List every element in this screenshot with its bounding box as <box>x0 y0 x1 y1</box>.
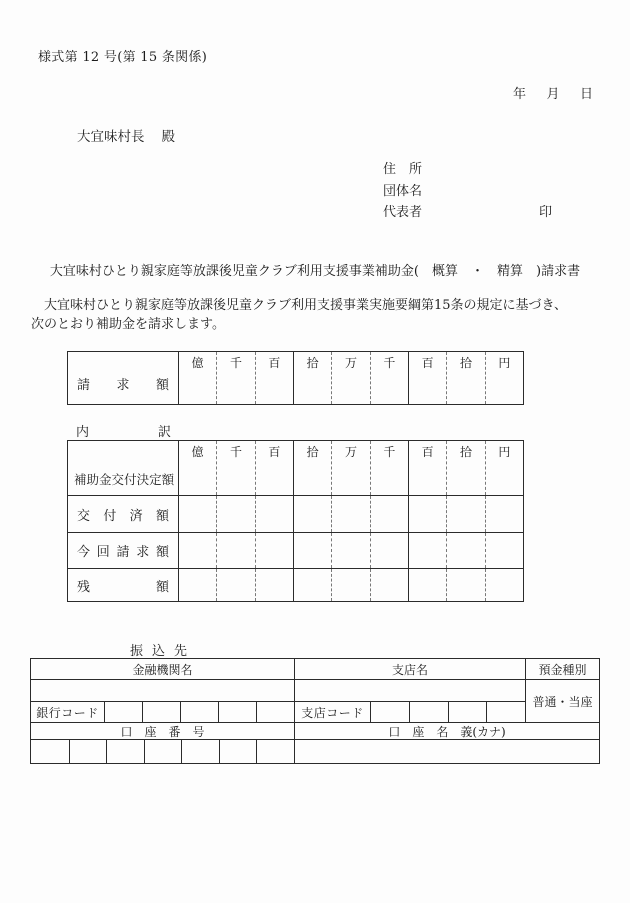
branch-code-box <box>370 702 409 722</box>
account-number-box <box>181 740 219 763</box>
deposit-type-value: 普通・当座 <box>525 680 599 722</box>
breakdown-row-decided-amount <box>68 441 523 495</box>
transfer-name-and-code-rows <box>31 679 599 722</box>
digit-cell <box>216 496 254 532</box>
digit-cell-sen <box>216 352 254 404</box>
digit-header: 千 <box>383 356 396 370</box>
account-number-box <box>219 740 257 763</box>
bank-code-box <box>218 702 256 722</box>
digit-cell <box>216 569 254 601</box>
account-number-header: 口 座 番 号 <box>120 725 205 739</box>
addressee-honorific: 殿 <box>161 129 175 145</box>
transfer-section-label: 振 込 先 <box>130 644 187 659</box>
digit-header: 百 <box>421 356 434 370</box>
digit-cell <box>408 569 446 601</box>
row-label-current-claim: 今 回 請 求 額 <box>77 545 169 560</box>
breakdown-row-paid-amount <box>68 495 523 532</box>
digit-cell <box>255 533 293 568</box>
digit-cell <box>331 569 369 601</box>
account-number-box <box>31 740 69 763</box>
digit-cell <box>331 496 369 532</box>
digit-cell-oku <box>178 352 216 404</box>
digit-cell <box>370 496 408 532</box>
digit-header: 拾 <box>306 356 319 370</box>
account-name-header: 口 座 名 義(カナ) <box>294 723 599 740</box>
digit-cell-man <box>331 352 369 404</box>
digit-cell <box>408 533 446 568</box>
digit-cell-hyaku <box>255 352 293 404</box>
digit-cell <box>178 441 216 495</box>
digit-cell <box>408 496 446 532</box>
body-line: 次のとおり補助金を請求します。 <box>31 316 225 332</box>
digit-header: 万 <box>344 356 357 370</box>
digit-cell <box>485 569 523 601</box>
digit-cell <box>293 569 331 601</box>
digit-cell-en <box>485 352 523 404</box>
digit-header: 千 <box>229 445 242 459</box>
branch-code-box <box>409 702 448 722</box>
submitter-representative-label: 代表者 <box>383 205 423 220</box>
digit-cell <box>370 569 408 601</box>
digit-cell <box>178 533 216 568</box>
digit-header: 億 <box>191 356 204 370</box>
branch-section <box>294 680 525 722</box>
digit-cell <box>293 533 331 568</box>
seal-mark: 印 <box>539 205 553 220</box>
account-number-boxes <box>31 740 294 763</box>
digit-header: 千 <box>383 445 396 459</box>
breakdown-row-remaining-amount <box>68 568 523 601</box>
branch-code-box <box>448 702 487 722</box>
breakdown-row-current-claim <box>68 532 523 568</box>
financial-institution-name-field <box>31 680 294 701</box>
digit-header: 万 <box>344 445 357 459</box>
digit-header: 百 <box>421 445 434 459</box>
digit-cell-hyaku2 <box>408 352 446 404</box>
digit-cell <box>331 533 369 568</box>
digit-header: 百 <box>268 445 281 459</box>
date-line <box>513 83 593 102</box>
row-label-remaining-amount: 残 額 <box>77 579 169 595</box>
digit-cell <box>408 441 446 495</box>
breakdown-table <box>67 440 524 602</box>
account-entry-row <box>31 739 599 763</box>
digit-cell <box>446 533 484 568</box>
digit-cell <box>293 441 331 495</box>
breakdown-section-label: 内 訳 <box>76 425 171 440</box>
bank-code-label: 銀行コード <box>36 705 99 720</box>
account-header-row <box>31 722 599 739</box>
claim-amount-row-label: 請 求 額 <box>77 378 169 393</box>
addressee <box>77 125 175 145</box>
digit-cell-sen2 <box>370 352 408 404</box>
digit-cell <box>446 496 484 532</box>
submitter-organization-label: 団体名 <box>383 183 423 199</box>
date-month-label: 月 <box>546 87 560 102</box>
digit-cell <box>370 533 408 568</box>
account-number-box <box>256 740 294 763</box>
digit-cell <box>446 569 484 601</box>
bank-code-box <box>104 702 142 722</box>
body-line: 大宜味村ひとり親家庭等放課後児童クラブ利用支援事業実施要綱第15条の規定に基づき、 <box>44 298 568 313</box>
transfer-header-row <box>31 659 599 679</box>
digit-cell <box>255 569 293 601</box>
digit-cell <box>178 569 216 601</box>
digit-cell <box>178 496 216 532</box>
digit-header: 億 <box>191 445 204 459</box>
document-title: 大宜味村ひとり親家庭等放課後児童クラブ利用支援事業補助金( 概算 ・ 精算 )請求書 <box>49 264 581 279</box>
form-number: 様式第 12 号(第 15 条関係) <box>38 50 208 65</box>
bank-code-box <box>256 702 294 722</box>
account-number-box <box>69 740 107 763</box>
digit-cell <box>485 441 523 495</box>
digit-header: 拾 <box>459 445 472 459</box>
branch-code-box <box>486 702 525 722</box>
bank-code-box <box>142 702 180 722</box>
row-label-decided-amount: 補 助 金 交 付 決 定 額 <box>74 472 175 487</box>
claim-amount-row <box>68 352 523 404</box>
branch-code-row <box>295 701 525 722</box>
digit-cell <box>331 441 369 495</box>
digit-cell <box>446 441 484 495</box>
branch-header: 支店名 <box>294 659 525 679</box>
submitter-address-label: 住 所 <box>383 162 423 177</box>
digit-header: 千 <box>229 356 242 370</box>
digit-cell <box>216 441 254 495</box>
account-number-box <box>106 740 144 763</box>
row-label-paid-amount: 交 付 済 額 <box>77 508 169 524</box>
digit-cell <box>485 533 523 568</box>
digit-header: 円 <box>498 356 511 370</box>
digit-cell-ju <box>293 352 331 404</box>
deposit-type-header: 預金種別 <box>525 659 599 679</box>
financial-institution-header: 金融機関名 <box>132 662 193 677</box>
digit-header: 拾 <box>459 356 472 370</box>
date-year-label: 年 <box>513 87 527 102</box>
bank-code-box <box>180 702 218 722</box>
digit-cell <box>293 496 331 532</box>
digit-cell <box>370 441 408 495</box>
branch-code-label: 支店コード <box>301 705 364 720</box>
digit-cell <box>216 533 254 568</box>
bank-code-row <box>31 701 294 722</box>
financial-institution-section <box>31 680 294 722</box>
date-day-label: 日 <box>579 87 593 102</box>
addressee-name: 大宜味村長 <box>77 129 145 145</box>
digit-header: 百 <box>268 356 281 370</box>
transfer-table <box>30 658 600 764</box>
branch-name-field <box>295 680 525 701</box>
digit-cell <box>255 496 293 532</box>
digit-cell <box>485 496 523 532</box>
digit-header: 円 <box>498 445 511 459</box>
submitter-block <box>383 159 422 224</box>
account-name-field <box>294 740 599 763</box>
claim-amount-table <box>67 351 524 405</box>
digit-header: 拾 <box>306 445 319 459</box>
digit-cell-ju2 <box>446 352 484 404</box>
account-number-box <box>144 740 182 763</box>
body-paragraph <box>31 297 573 334</box>
digit-cell <box>255 441 293 495</box>
